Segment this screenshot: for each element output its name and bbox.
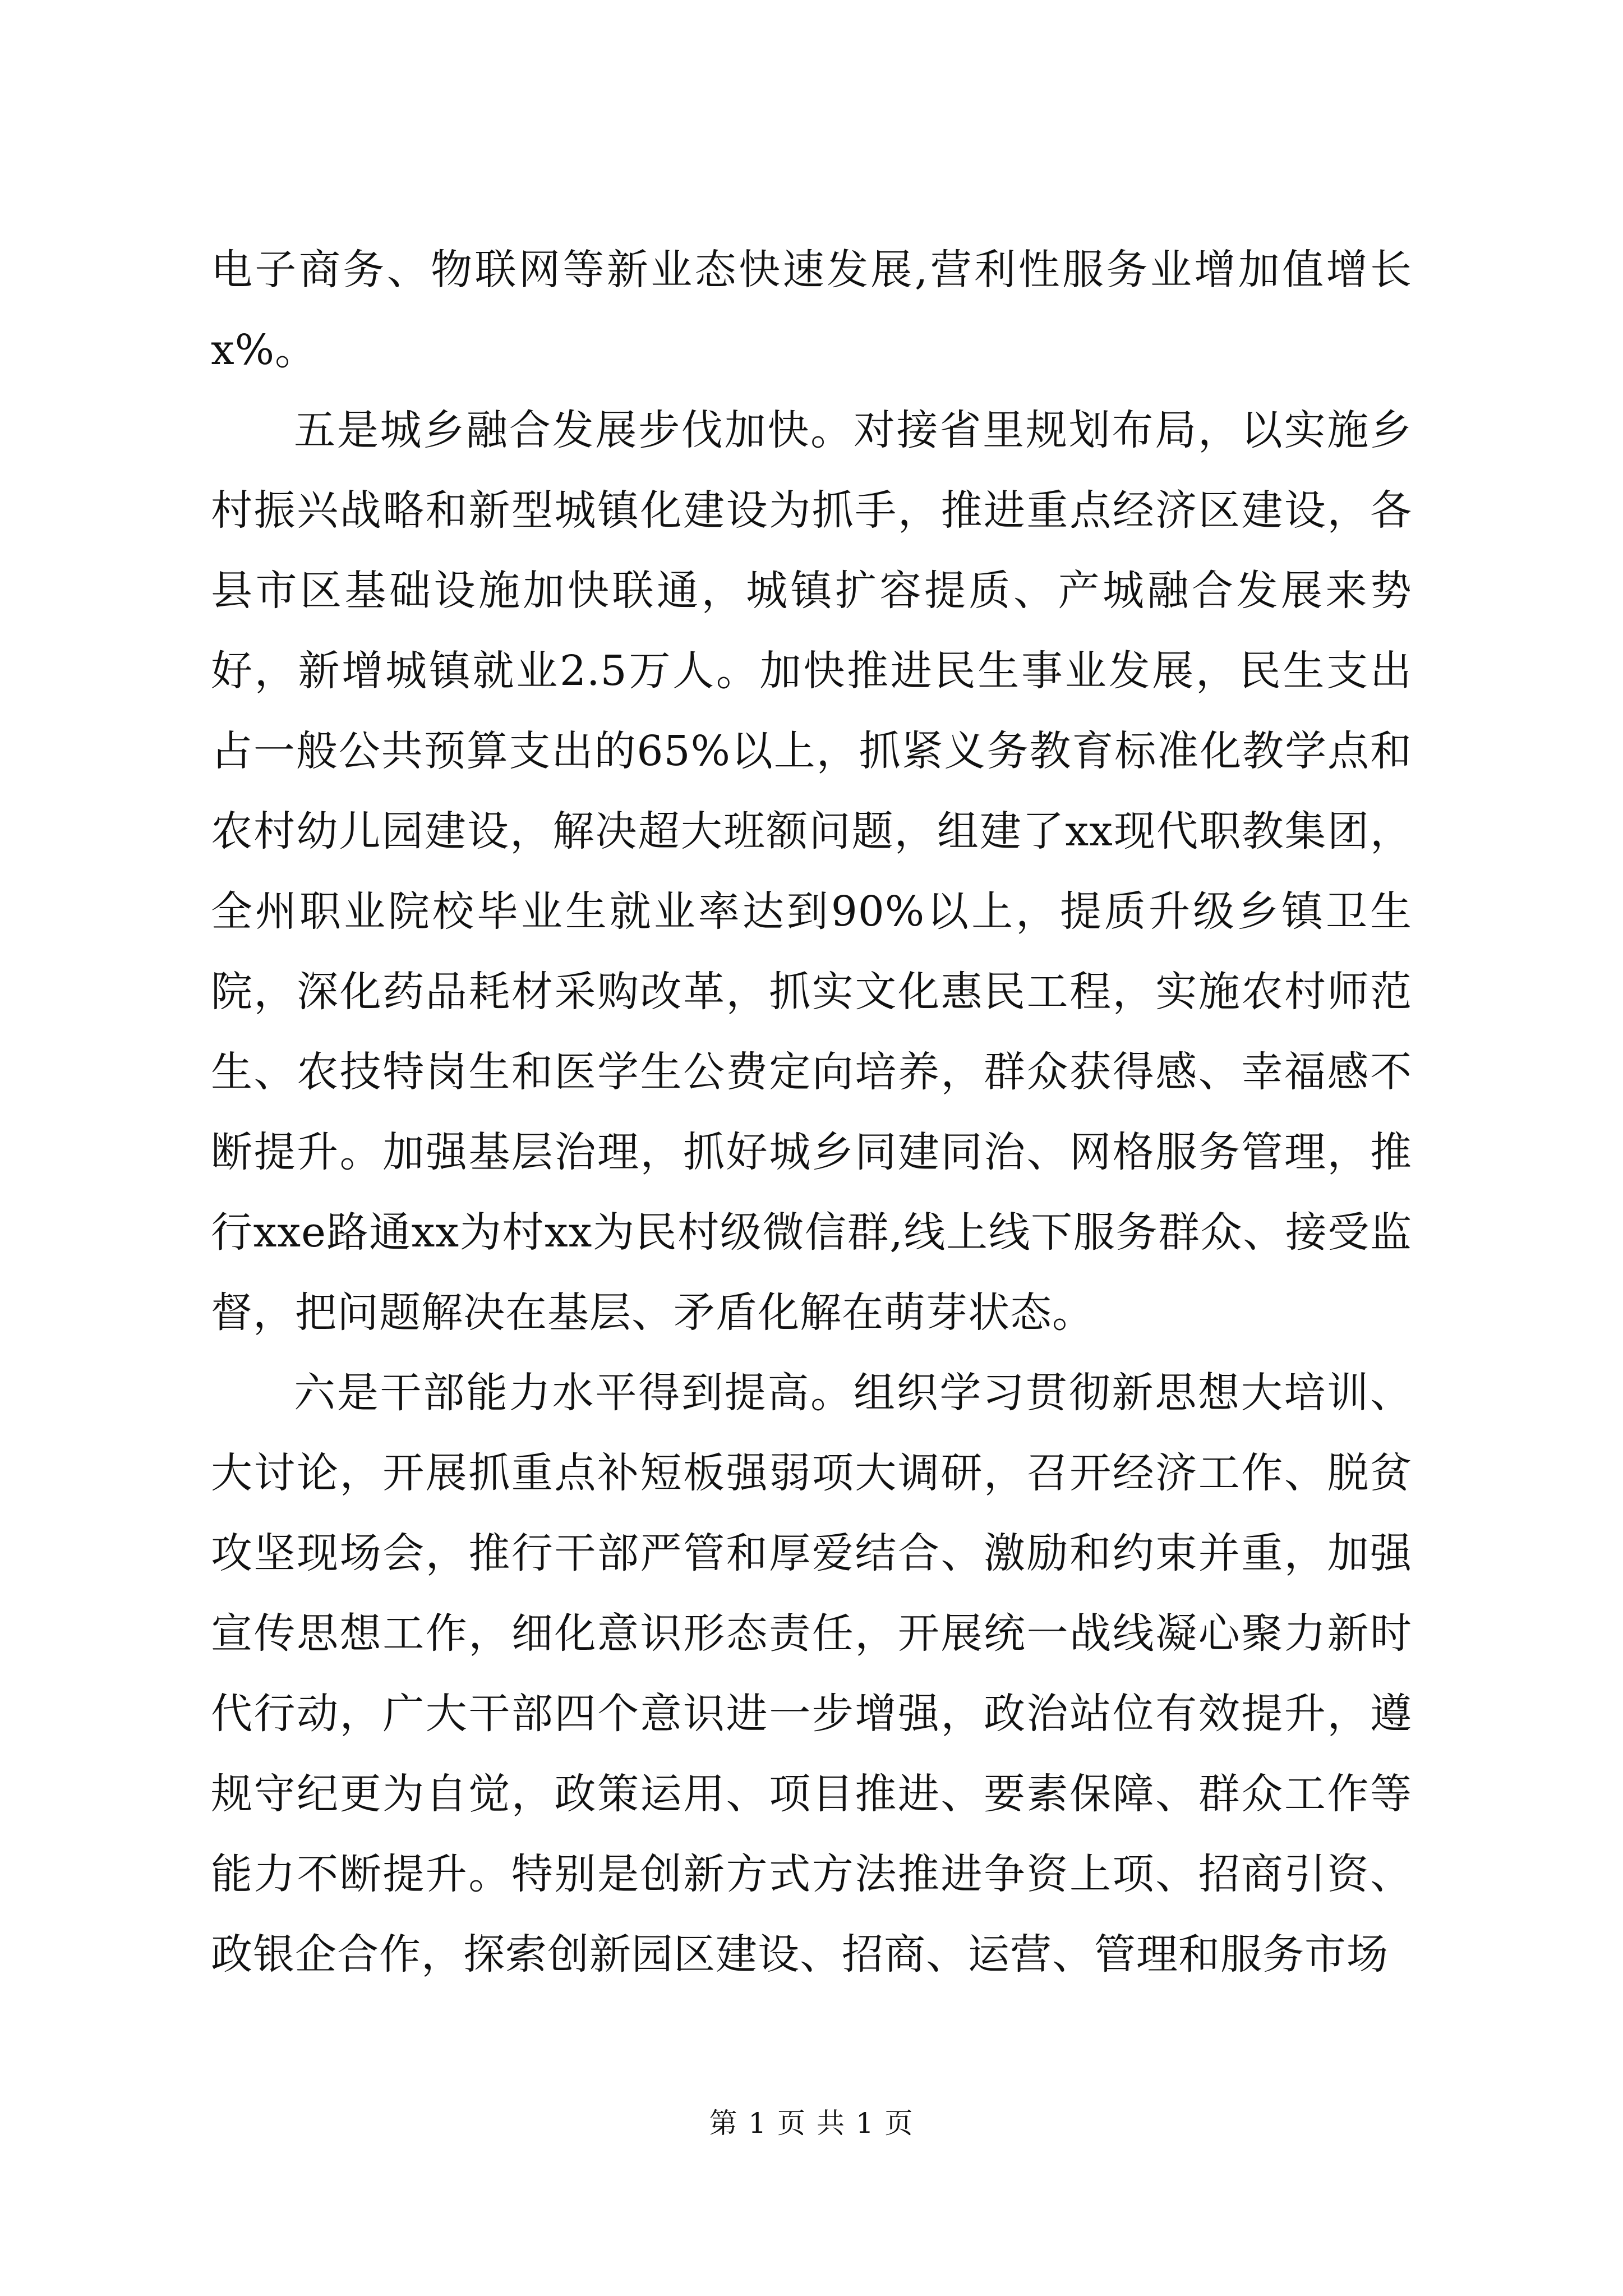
paragraph-1: 电子商务、物联网等新业态快速发展,营利性服务业增加值增长x%。 xyxy=(211,246,1412,374)
paragraph-3: 六是干部能力水平得到提高。组织学习贯彻新思想大培训、大讨论，开展抓重点补短板强弱项大调研，召开经济工作、脱贫攻坚现场会，推行干部严管和厚爱结合、激励和约束并重，加强宣传思想工作，细化意识形态责任，开展统一战线凝心聚力新时代行动，广大干部四个意识进一步增强，政治站位有效提升，遵规守纪更为自觉，政策运用、项目推进、要素保障、群众工作等能力不断提升。特别是创新方式方法推进争资上项、招商引资、政银企合作，探索创新园区建设、招商、运营、管理和服务市场 xyxy=(211,1369,1412,1978)
document-body xyxy=(211,230,1412,1995)
paragraph-2: 五是城乡融合发展步伐加快。对接省里规划布局，以实施乡村振兴战略和新型城镇化建设为抓手，推进重点经济区建设，各县市区基础设施加快联通，城镇扩容提质、产城融合发展来势好，新增城镇就业2.5万人。加快推进民生事业发展，民生支出占一般公共预算支出的65%以上，抓紧义务教育标准化教学点和农村幼儿园建设，解决超大班额问题，组建了xx现代职教集团，全州职业院校毕业生就业率达到90%以上，提质升级乡镇卫生院，深化药品耗材采购改革，抓实文化惠民工程，实施农村师范生、农技特岗生和医学生公费定向培养，群众获得感、幸福感不断提升。加强基层治理，抓好城乡同建同治、网格服务管理，推行xxe路通xx为村xx为民村级微信群,线上线下服务群众、接受监督，把问题解决在基层、矛盾化解在萌芽状态。 xyxy=(211,406,1412,1337)
page-footer: 第 1 页 共 1 页 xyxy=(709,2107,914,2139)
